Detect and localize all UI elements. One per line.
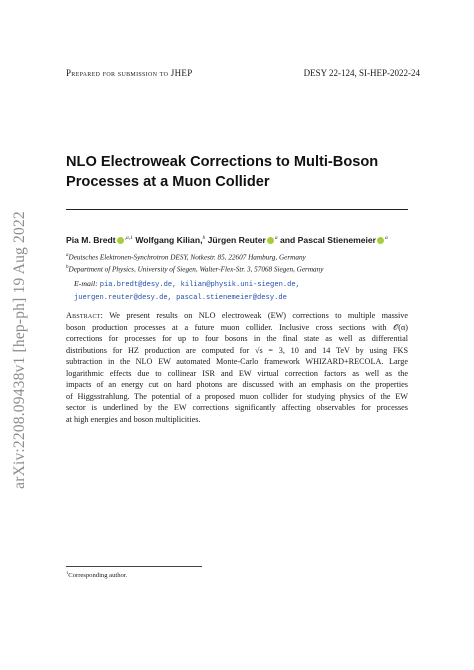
affiliation-text: Deutsches Elektronen-Synchrotron DESY, Notkestr. 85, 22607 Hamburg, Germany bbox=[68, 253, 306, 262]
email-label: E-mail: bbox=[74, 279, 98, 288]
author-affil-mark: b bbox=[202, 235, 206, 242]
orcid-icon[interactable] bbox=[267, 237, 274, 244]
abstract-line: of Higgsstrahlung. The potential of a proposed muon collider for studying physics of the EW bbox=[66, 391, 408, 401]
author-name: Jürgen Reuter bbox=[207, 235, 266, 245]
orcid-icon[interactable] bbox=[377, 237, 384, 244]
abstract-line: boson production processes at a future muon collider. Inclusive cross sections with 𝒪(α) bbox=[66, 322, 408, 332]
abstract-line: subtraction in the NLO EW automated Monte-Carlo framework WHIZARD+RECOLA. Large bbox=[66, 357, 408, 366]
title-line-2: Processes at a Muon Collider bbox=[66, 174, 270, 190]
submission-note: Prepared for submission to JHEP bbox=[66, 68, 193, 78]
affiliation-a bbox=[66, 253, 306, 261]
abstract bbox=[66, 310, 408, 425]
email-block bbox=[74, 278, 300, 304]
abstract-line: at high energies and boson multiplicities. bbox=[66, 414, 201, 424]
author-affil-mark: a bbox=[274, 235, 278, 242]
footnote-mark: 1 bbox=[66, 570, 69, 575]
footnote-rule bbox=[66, 566, 202, 567]
author-name: Wolfgang Kilian, bbox=[135, 235, 203, 245]
orcid-icon[interactable] bbox=[117, 237, 124, 244]
paper-title bbox=[66, 152, 416, 192]
author-name: Pia M. Bredt bbox=[66, 235, 116, 245]
abstract-line: logarithmic effects due to collinear ISR and EW virtual correction factors as well as the bbox=[66, 368, 408, 378]
affiliation-mark: b bbox=[66, 265, 69, 270]
author-list bbox=[66, 235, 426, 245]
abstract-line: We present results on NLO electroweak (EW) corrections to multiple massive bbox=[103, 311, 408, 320]
footnote bbox=[66, 570, 127, 579]
email-links-line-1[interactable]: pia.bredt@desy.de, kilian@physik.uni-siegen.de, bbox=[99, 281, 300, 289]
abstract-line: distributions for HZ production are computed for √s = 3, 10 and 14 TeV by using FKS bbox=[66, 345, 408, 355]
affiliation-mark: a bbox=[66, 253, 69, 258]
abstract-line: impacts of an energy cut on hard photons are discussed with an emphasis on the properties bbox=[66, 380, 408, 389]
arxiv-stamp bbox=[8, 205, 32, 495]
affiliation-text: Department of Physics, University of Siegen, Walter-Flex-Str. 3, 57068 Siegen, Germany bbox=[68, 265, 324, 274]
title-rule bbox=[66, 209, 408, 210]
author-name: and Pascal Stienemeier bbox=[280, 235, 377, 245]
email-links-line-2[interactable]: juergen.reuter@desy.de, pascal.stienemeier@desy.de bbox=[74, 294, 287, 302]
arxiv-id: arXiv:2208.09438v1 [hep-ph] 19 Aug 2022 bbox=[11, 211, 29, 489]
report-numbers: DESY 22-124, SI-HEP-2022-24 bbox=[303, 68, 420, 78]
author-affil-mark: ,a,1 bbox=[124, 235, 133, 242]
abstract-heading: Abstract: bbox=[66, 311, 103, 320]
abstract-line: corrections for processes for up to four bosons in the final state as well as differential bbox=[66, 334, 408, 343]
footnote-text: Corresponding author. bbox=[68, 572, 128, 580]
affiliation-b bbox=[66, 265, 323, 273]
author-affil-mark: a bbox=[385, 235, 388, 242]
abstract-line: sector is underlined by the EW corrections significantly affecting observables for processes bbox=[66, 403, 408, 412]
title-line-1: NLO Electroweak Corrections to Multi-Boson bbox=[66, 154, 379, 170]
